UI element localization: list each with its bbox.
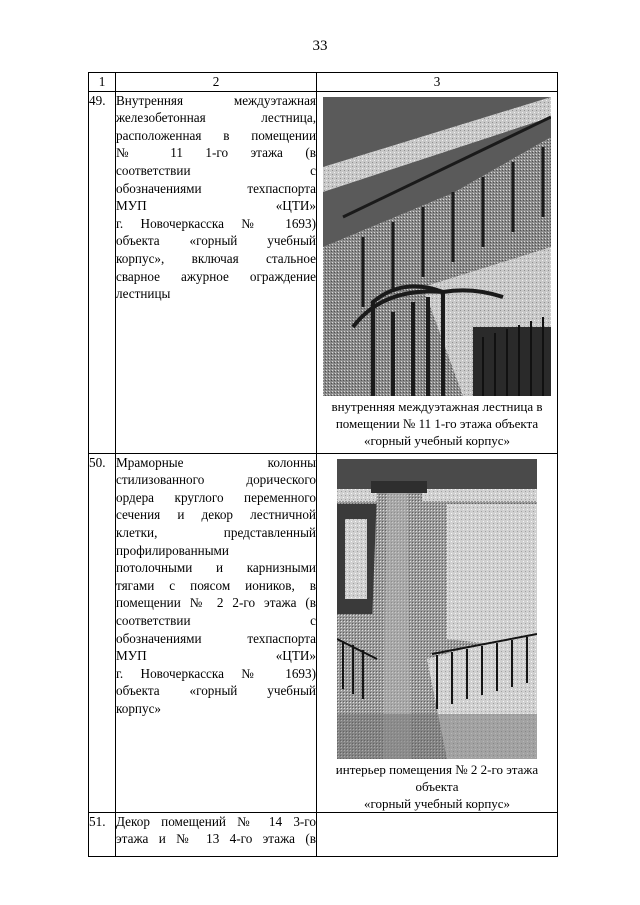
description-line: сечения и декор лестничной <box>116 507 316 523</box>
row-number: 50. <box>89 453 116 812</box>
description-line: лестницы <box>116 286 171 302</box>
caption-line: «горный учебный корпус» <box>363 432 511 448</box>
caption-line: интерьер помещения № 2 2-го этажа объекта <box>335 761 539 794</box>
page-number: 33 <box>312 38 328 54</box>
description-line: корпус» <box>116 700 162 716</box>
column-interior-photo <box>337 459 537 759</box>
description-line: г. Новочеркасска № 1693) <box>116 665 316 681</box>
caption-line: внутренняя междуэтажная лестница в <box>331 398 543 414</box>
description-line: Декор помещений № 14 3-го <box>116 813 316 829</box>
description-line: профилированными <box>116 542 229 558</box>
row-photo-cell <box>317 812 558 856</box>
row-description <box>116 91 317 453</box>
staircase-photo <box>323 97 551 396</box>
description-line: помещении № 2 2-го этажа (в <box>116 595 316 611</box>
description-line: № 11 1-го этажа (в <box>116 145 316 161</box>
description-line: обозначениями техпаспорта <box>116 630 316 646</box>
description-line: потолочными и карнизными <box>116 560 316 576</box>
row-description <box>116 812 317 856</box>
header-col-2: 2 <box>116 73 317 92</box>
description-line: соответствии с <box>116 162 316 178</box>
table-row <box>89 812 558 856</box>
photo-caption <box>317 396 557 449</box>
description-line: сварное ажурное ограждение <box>116 268 316 284</box>
row-photo-cell <box>317 453 558 812</box>
description-line: Мраморные колонны <box>116 454 316 470</box>
description-line: корпус», включая стальное <box>116 250 316 266</box>
description-line: клетки, представленный <box>116 524 316 540</box>
row-number: 49. <box>89 91 116 453</box>
description-line: тягами с поясом иоников, в <box>116 577 316 593</box>
description-line: ордера круглого переменного <box>116 489 316 505</box>
caption-line: «горный учебный корпус» <box>363 795 511 811</box>
table-row <box>89 91 558 453</box>
description-line: соответствии с <box>116 612 316 628</box>
description-line: объекта «горный учебный <box>116 233 316 249</box>
description-line: МУП «ЦТИ» <box>116 648 316 664</box>
description-line: этажа и № 13 4-го этажа (в <box>116 831 316 847</box>
description-line: железобетонная лестница, <box>116 110 316 126</box>
monuments-table <box>88 72 558 857</box>
description-line: стилизованного дорического <box>116 472 316 488</box>
row-description <box>116 453 317 812</box>
table-row <box>89 453 558 812</box>
table-header-row <box>89 73 558 92</box>
photo-caption <box>317 759 557 812</box>
header-col-3: 3 <box>317 73 558 92</box>
description-line: обозначениями техпаспорта <box>116 180 316 196</box>
row-number: 51. <box>89 812 116 856</box>
description-line: МУП «ЦТИ» <box>116 198 316 214</box>
description-line: г. Новочеркасска № 1693) <box>116 215 316 231</box>
description-line: объекта «горный учебный <box>116 683 316 699</box>
description-line: Внутренняя междуэтажная <box>116 92 316 108</box>
caption-line: помещении № 11 1-го этажа объекта <box>335 415 539 431</box>
description-line: расположенная в помещении <box>116 127 316 143</box>
header-col-1: 1 <box>89 73 116 92</box>
row-photo-cell <box>317 91 558 453</box>
